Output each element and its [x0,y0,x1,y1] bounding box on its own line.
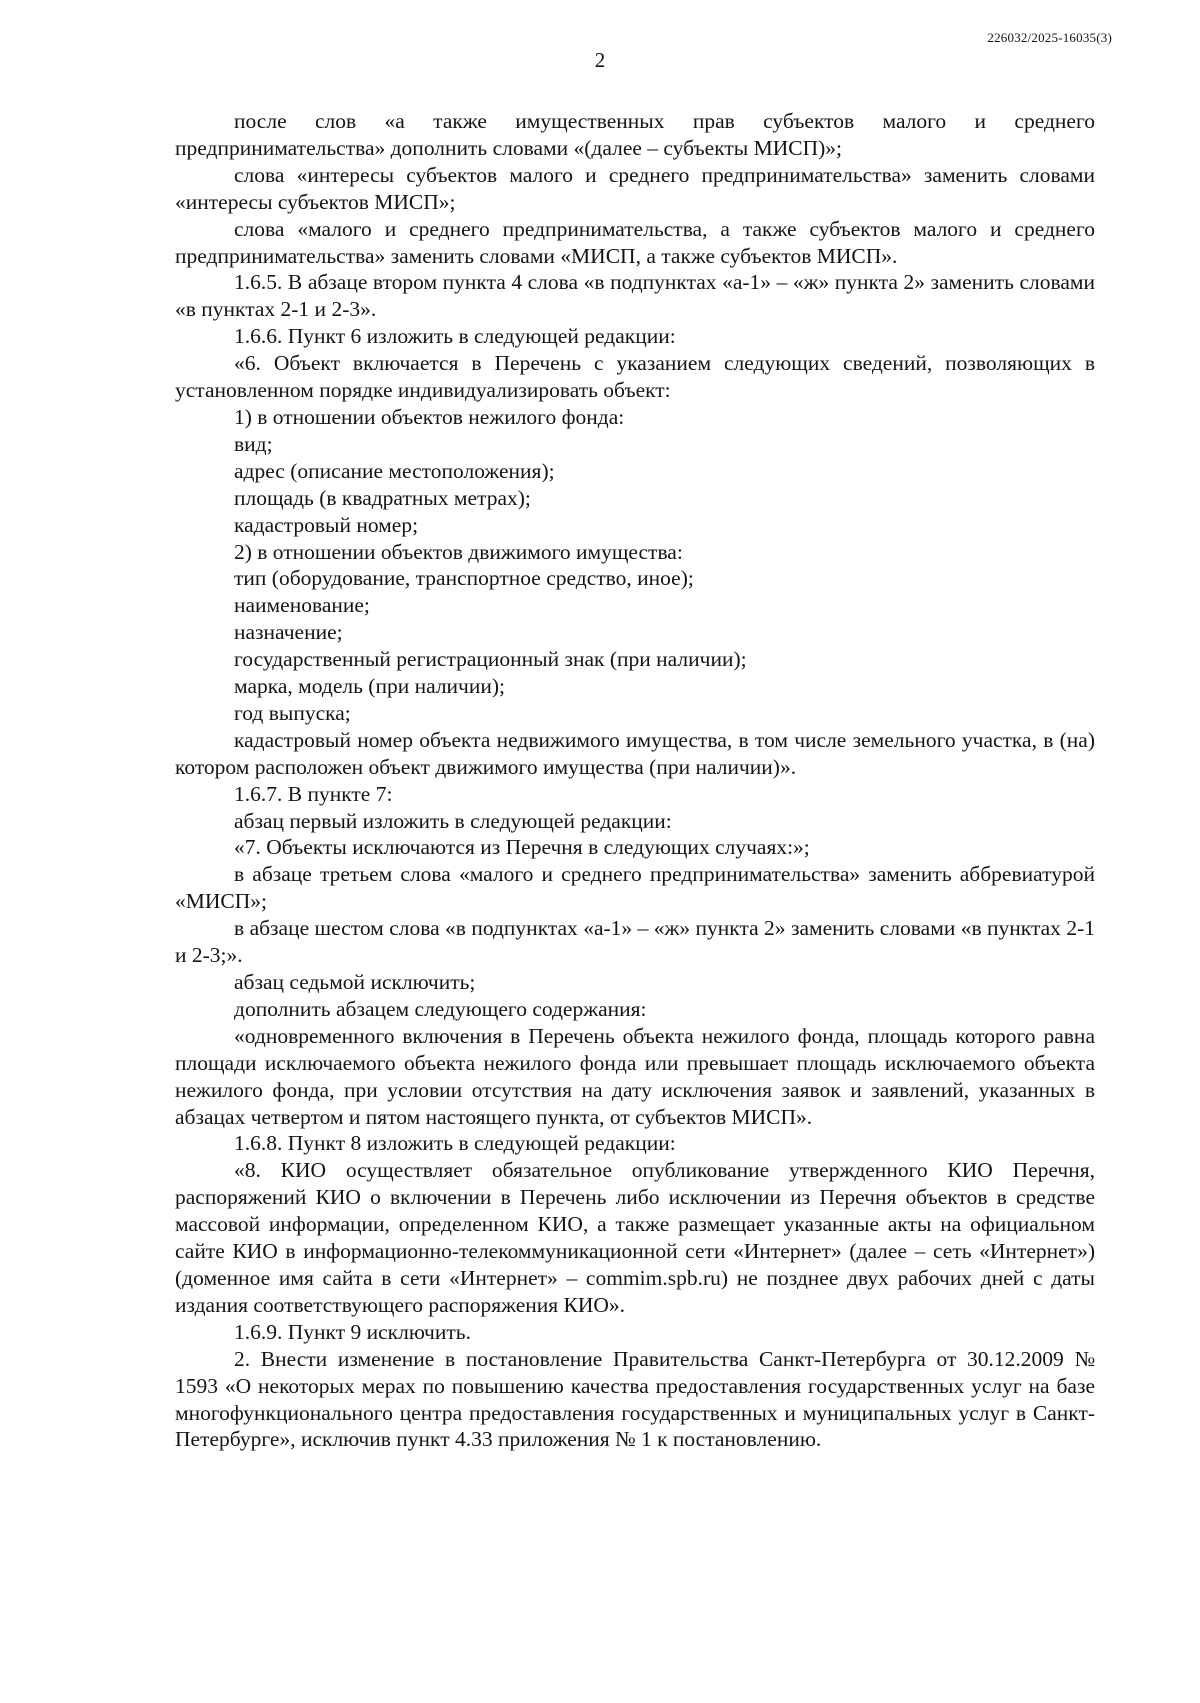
list-item: 1) в отношении объектов нежилого фонда: [234,404,625,429]
paragraph: 2. Внести изменение в постановление Правительства Санкт-Петербурга от 30.12.2009 № 1593 «О некоторых мерах по повышению качества предоставления государственных услуг на базе многофункционального центра предоставления государственных и муниципальных услуг в Санкт-Петербурге», исключив пункт 4.33 приложения № 1 к постановлению. [175,1346,1095,1452]
paragraph: 1.6.5. В абзаце втором пункта 4 слова «в подпунктах «а-1» – «ж» пункта 2» заменить словами «в пунктах 2-1 и 2-3». [175,270,1095,322]
paragraph: «7. Объекты исключаются из Перечня в следующих случаях:»; [234,835,810,860]
list-item: государственный регистрационный знак (при наличии); [234,647,747,672]
paragraph: 1.6.6. Пункт 6 изложить в следующей редакции: [234,324,676,349]
paragraph: после слов «а также имущественных прав субъектов малого и среднего предпринимательства» дополнить словами «(далее – субъекты МИСП)»; [175,109,1095,160]
paragraph: 1.6.7. В пункте 7: [234,781,393,806]
paragraph: слова «малого и среднего предпринимательства, а также субъектов малого и среднего предпринимательства» заменить словами «МИСП, а также субъектов МИСП». [175,216,1095,268]
paragraph: «6. Объект включается в Перечень с указанием следующих сведений, позволяющих в установленном порядке индивидуализировать объект: [175,351,1095,403]
paragraph: слова «интересы субъектов малого и среднего предпринимательства» заменить словами «интересы субъектов МИСП»; [175,162,1095,214]
paragraph: абзац седьмой исключить; [234,970,476,994]
page-number: 2 [594,48,606,72]
list-item: вид; [234,431,273,456]
paragraph: в абзаце третьем слова «малого и среднего предпринимательства» заменить аббревиатурой «МИСП»; [175,862,1095,914]
list-item: 2) в отношении объектов движимого имущества: [234,539,683,564]
paragraph: кадастровый номер объекта недвижимого имущества, в том числе земельного участка, в (на) котором расположен объект движимого имущества (при наличии)». [175,727,1095,779]
list-item: тип (оборудование, транспортное средство, иное); [234,566,694,591]
document-body [175,108,1095,1453]
list-item: площадь (в квадратных метрах); [234,485,531,510]
paragraph: дополнить абзацем следующего содержания: [234,996,647,1021]
paragraph: в абзаце шестом слова «в подпунктах «а-1» – «ж» пункта 2» заменить словами «в пунктах 2-1 и 2-3;». [175,916,1095,968]
document-id: 226032/2025-16035(3) [987,30,1112,45]
list-item: назначение; [234,620,343,645]
paragraph: «одновременного включения в Перечень объекта нежилого фонда, площадь которого равна площади исключаемого объекта нежилого фонда или превышает площадь исключаемого объекта нежилого фонда, при условии отсутствия на дату исключения заявок и заявлений, указанных в абзацах четвертом и пятом настоящего пункта, от субъектов МИСП». [175,1023,1095,1129]
paragraph: 1.6.8. Пункт 8 изложить в следующей редакции: [234,1131,676,1156]
paragraph: «8. КИО осуществляет обязательное опубликование утвержденного КИО Перечня, распоряжений КИО о включении в Перечень либо исключении из Перечня объектов в средстве массовой информации, определенном КИО, а также размещает указанные акты на официальном сайте КИО в информационно-телекоммуникационной сети «Интернет» (далее – сеть «Интернет») (доменное имя сайта в сети «Интернет» – commim.spb.ru) не позднее двух рабочих дней с даты издания соответствующего распоряжения КИО». [175,1158,1095,1317]
list-item: кадастровый номер; [234,512,419,537]
list-item: год выпуска; [234,700,351,725]
paragraph: абзац первый изложить в следующей редакции: [234,808,672,833]
paragraph: 1.6.9. Пункт 9 исключить. [234,1319,471,1344]
list-item: марка, модель (при наличии); [234,674,506,699]
list-item: адрес (описание местоположения); [234,458,555,483]
list-item: наименование; [234,593,370,618]
